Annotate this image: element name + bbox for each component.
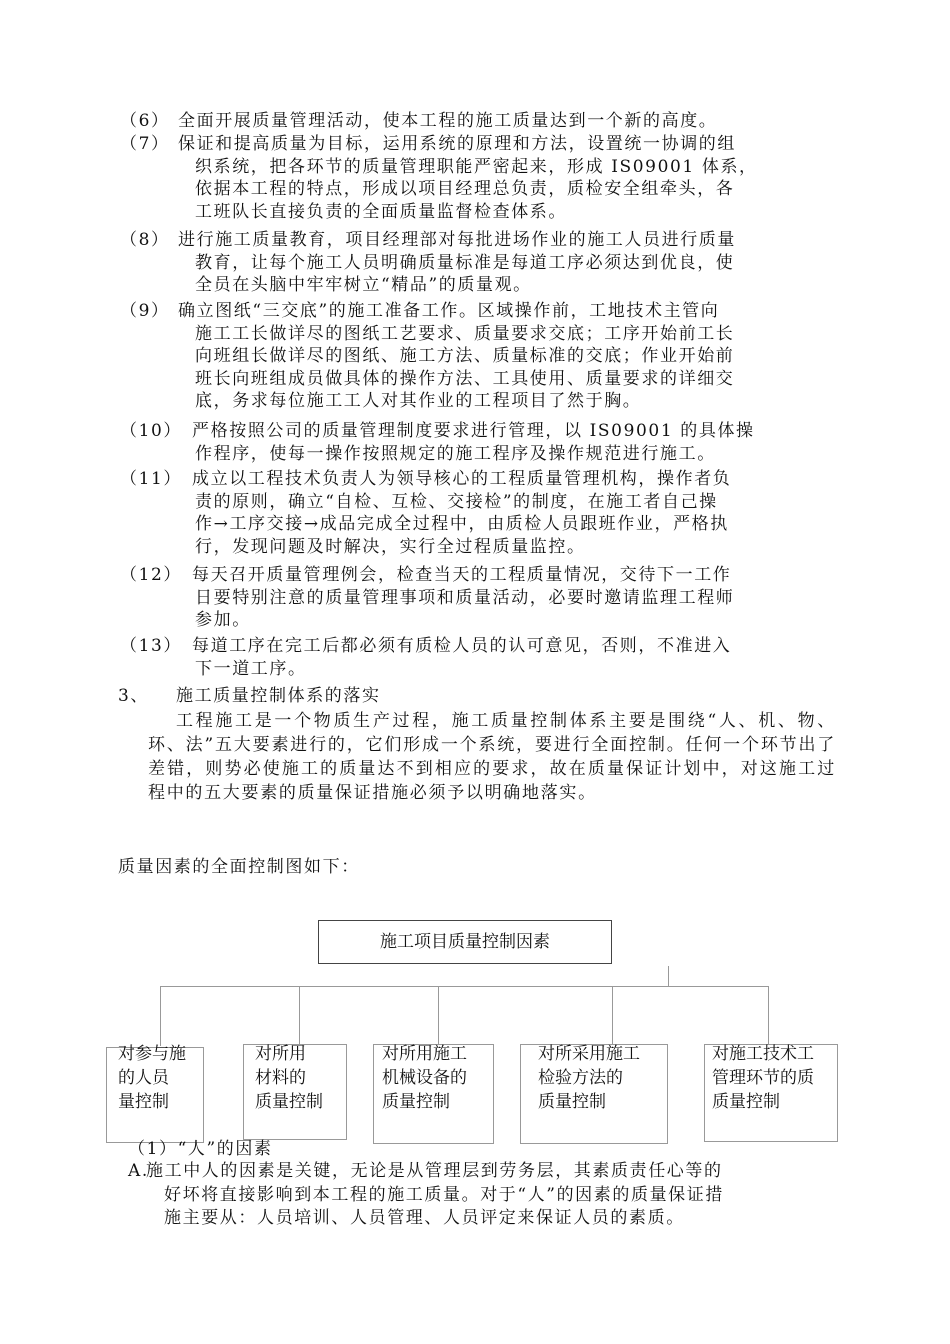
item-number: （9） [120,301,170,321]
list-item [120,564,840,632]
item-text: 工班队长直接负责的全面质量监督检查体系。 [195,201,567,222]
paragraph-label: A. [128,1161,149,1181]
item-text: 每道工序在完工后都必须有质检人员的认可意见，否则，不准进入 [192,636,732,656]
item-text: 底，务求每位施工工人对其作业的工程项目了然于胸。 [195,391,642,412]
item-text: 进行施工质量教育，项目经理部对每批进场作业的施工人员进行质量 [178,230,736,250]
item-number: （8） [120,230,170,250]
connector-branch [768,986,769,1044]
paragraph-text: 施工中人的因素是关键，无论是从管理层到劳务层，其素质责任心等的 [146,1161,723,1181]
section-paragraph: 工程施工是一个物质生产过程，施工质量控制体系主要是围绕“人、机、物、环、法”五大要素进行的，它们形成一个系统，要进行全面控制。任何一个环节出了差错，则势必使施工的质量达不到相应的要求，故在质量保证计划中，对这施工过程中的五大要素的质量保证措施必须予以明确地落实。 [148,711,836,803]
section-number: 3、 [118,686,150,706]
item-text: 织系统，把各环节的质量管理职能严密起来，形成 IS09001 体系， [195,156,758,177]
list-item [120,229,840,297]
item-text: 作程序，使每一操作按照规定的施工程序及操作规范进行施工。 [195,443,716,464]
item-text: 参加。 [195,610,251,631]
diagram-caption: 质量因素的全面控制图如下： [118,857,360,877]
subsection-heading: （1）“人”的因素 [128,1139,273,1159]
list-item [120,635,840,680]
connector-branch [299,986,300,1044]
item-text: 教育，让每个施工人员明确质量标准是每道工序必须达到优良，使 [195,252,735,273]
connector-branch [160,986,161,1046]
item-text: 作→工序交接→成品完成全过程中，由质检人员跟班作业，严格执 [195,514,729,535]
diagram-box-label: 对参与施 的人员 量控制 [118,1044,186,1111]
item-text: 每天召开质量管理例会，检查当天的工程质量情况，交待下一工作 [192,565,732,585]
item-number: （7） [120,134,170,154]
diagram-box-label: 对所用 材料的 质量控制 [255,1044,323,1111]
subsection-paragraph [128,1160,836,1231]
item-text: 依据本工程的特点，形成以项目经理总负责，质检安全组牵头，各 [195,179,735,200]
item-number: （11） [120,469,183,489]
item-text: 向班组长做详尽的图纸、施工方法、质量标准的交底；作业开始前 [195,346,735,367]
section-title: 施工质量控制体系的落实 [176,686,381,706]
item-number: （10） [120,421,183,441]
item-text: 保证和提高质量为目标，运用系统的原理和方法，设置统一协调的组 [178,134,736,154]
list-item [120,468,840,558]
item-text: 严格按照公司的质量管理制度要求进行管理，以 IS09001 的具体操 [192,421,755,441]
paragraph-text: 好坏将直接影响到本工程的施工质量。对于“人”的因素的质量保证措 [164,1184,724,1205]
diagram-box-label: 对所用施工 机械设备的 质量控制 [382,1044,467,1111]
item-text: 班长向班组成员做具体的操作方法、工具使用、质量要求的详细交 [195,368,735,389]
item-text: 成立以工程技术负责人为领导核心的工程质量管理机构，操作者负 [192,469,732,489]
item-number: （12） [120,565,183,585]
item-text: 责的原则，确立“自检、互检、交接检”的制度，在施工者自己操 [195,491,718,512]
item-text: 全员在头脑中牢牢树立“精品”的质量观。 [195,275,532,296]
paragraph-text: 施主要从：人员培训、人员管理、人员评定来保证人员的素质。 [164,1208,685,1228]
list-item [120,110,840,133]
connector-horizontal [160,986,768,987]
item-text: 日要特别注意的质量管理事项和质量活动，必要时邀请监理工程师 [195,587,735,608]
item-number: （13） [120,636,183,656]
list-item [120,133,840,223]
item-text: 全面开展质量管理活动，使本工程的施工质量达到一个新的高度。 [178,111,718,131]
item-number: （6） [120,111,170,131]
diagram-box-label: 对所采用施工 检验方法的 质量控制 [538,1044,640,1111]
connector-branch [438,986,439,1044]
connector-root [668,966,669,986]
item-text: 行，发现问题及时解决，实行全过程质量监控。 [195,536,586,557]
list-item [120,300,840,413]
connector-branch [612,986,613,1044]
item-text: 施工工长做详尽的图纸工艺要求、质量要求交底；工序开始前工长 [195,323,735,344]
diagram-box-label: 对施工技术工 管理环节的质 质量控制 [712,1044,814,1111]
list-item [120,420,840,465]
item-text: 确立图纸“三交底”的施工准备工作。区域操作前，工地技术主管向 [178,301,720,321]
item-text: 下一道工序。 [195,658,307,679]
section-heading [118,685,381,707]
diagram-root-box: 施工项目质量控制因素 [318,920,612,964]
